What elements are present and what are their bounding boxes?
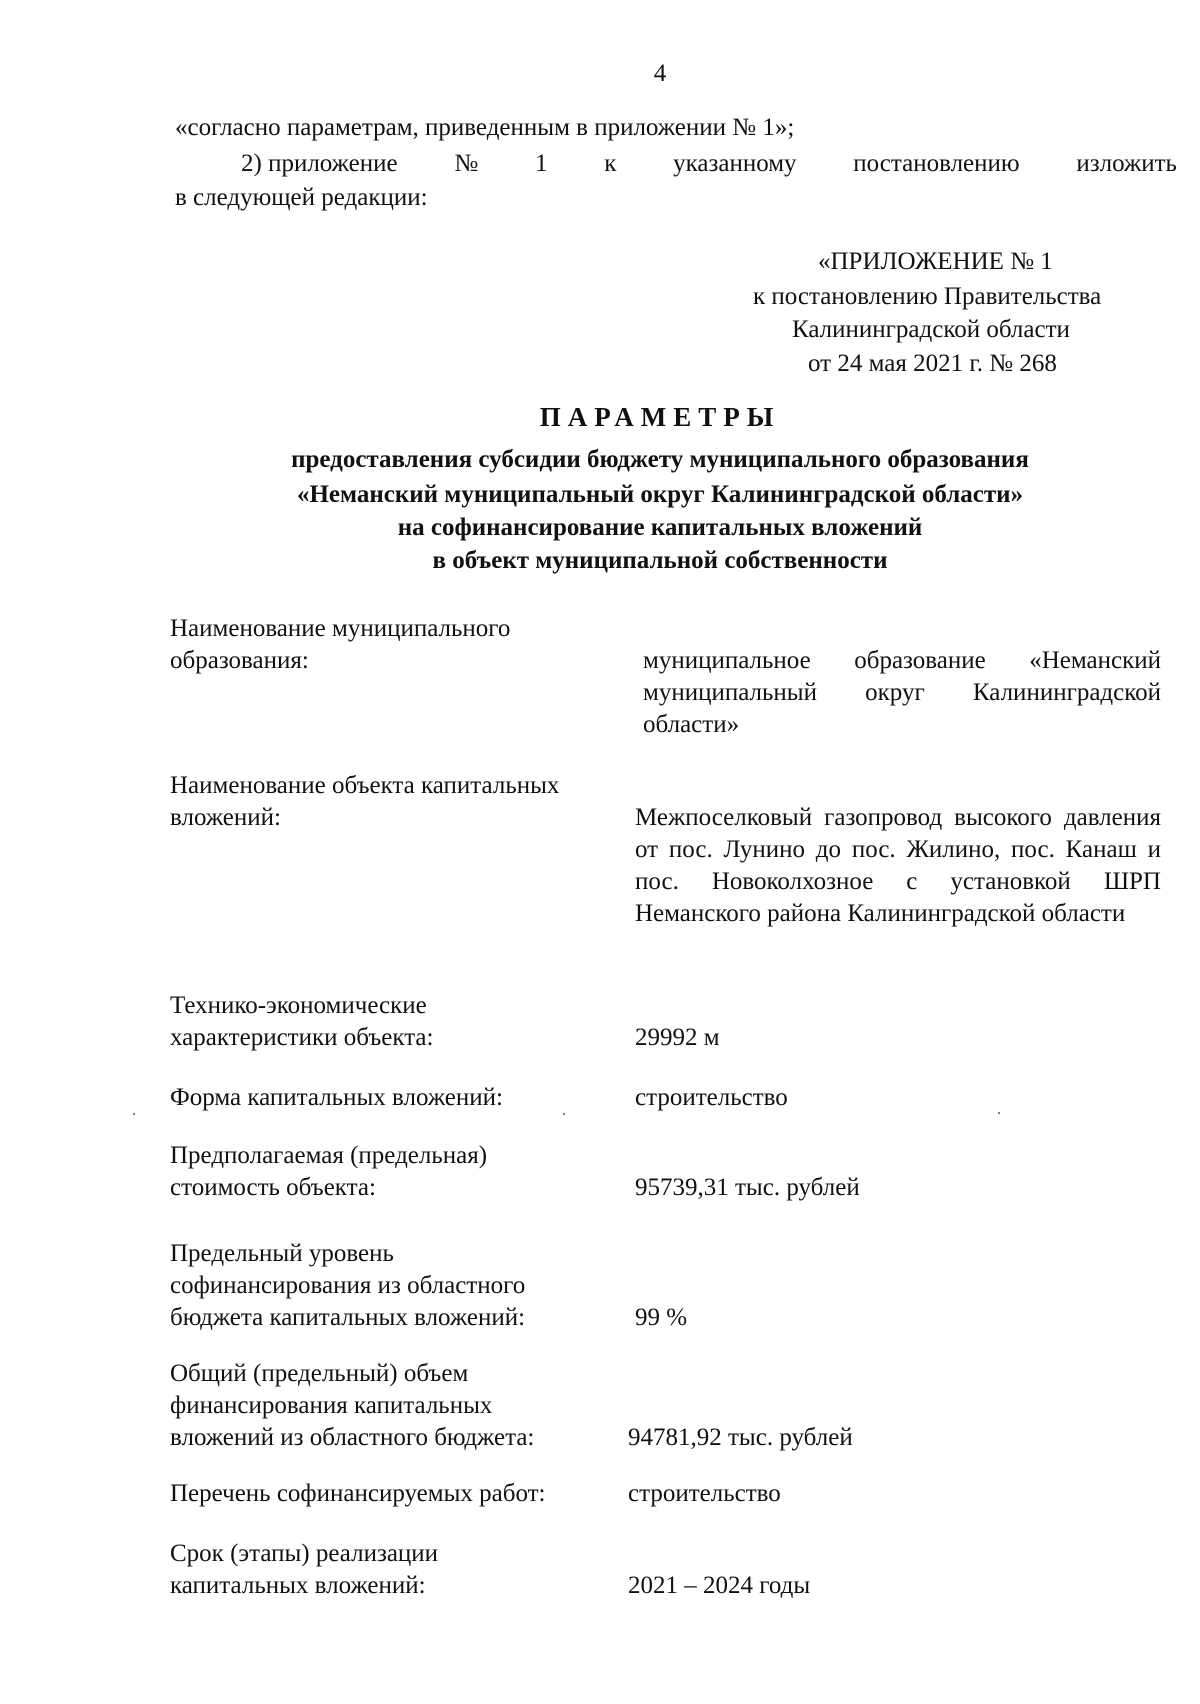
param-label-text: Срок (этапы) реализации капитальных вложений: [170,1540,439,1599]
param-value: строительство [628,1480,781,1507]
param-value: строительство [635,1084,788,1111]
title-subline: «Неманский муниципальный округ Калининградской области» [296,481,1024,508]
param-label-text: Общий (предельный) объем финансирования капитальных вложений из областного бюджета: [170,1360,535,1451]
param-label [170,1082,503,1114]
intro-word: указанному [673,150,797,177]
scan-speck [998,1112,1000,1114]
title-main: ПАРАМЕТРЫ [539,402,781,432]
param-label [170,1478,546,1510]
intro-word: к [604,150,617,177]
param-label-text: Предельный уровень софинансирования из областного бюджета капитальных вложений: [170,1240,526,1331]
param-value: Межпоселковый газопровод высокого давления от пос. Лунино до пос. Жилино, пос. Канаш и пос. Новоколхозное с установкой ШРП Неманского района Калининградской области [635,804,1161,927]
param-label [170,1140,487,1204]
param-label-text: Предполагаемая (предельная) стоимость объекта: [170,1142,488,1201]
param-label [170,990,433,1054]
appendix-line: к постановлению Правительства [753,283,1102,310]
param-value: муниципальное образование «Неманский муниципальный округ Калининградской области» [643,647,1161,738]
param-label-text: Наименование муниципального образования: [170,615,511,674]
intro-word: 1 [534,150,548,177]
appendix-title: «ПРИЛОЖЕНИЕ № 1 [818,248,1053,275]
param-label [170,770,559,834]
appendix-date: от 24 мая 2021 г. № 268 [808,350,1057,377]
param-label-text: Перечень софинансируемых работ: [170,1480,546,1507]
param-label-text: Технико-экономические характеристики объекта: [170,992,434,1051]
param-label [170,1538,438,1602]
title-subline: в объект муниципальной собственности [432,547,888,574]
param-label [170,613,510,677]
intro-line-1: «согласно параметрам, приведенным в приложении № 1»; [175,114,795,141]
page-number: 4 [653,60,667,87]
intro-word: изложить [1076,150,1177,177]
intro-word: постановлению [853,150,1020,177]
param-label [170,1238,525,1334]
param-label [170,1358,534,1454]
intro-line-2 [175,150,1177,178]
param-label-text: Наименование объекта капитальных вложений: [170,772,560,831]
appendix-line: Калининградской области [792,316,1070,343]
param-value: 2021 – 2024 годы [628,1572,811,1599]
param-value: 29992 м [635,1024,720,1051]
title-subline: на софинансирование капитальных вложений [397,514,923,541]
scan-speck [133,1113,135,1115]
intro-word: 2) приложение [241,150,398,177]
param-value: 95739,31 тыс. рублей [635,1174,860,1201]
intro-line-3: в следующей редакции: [175,184,428,211]
title-subline: предоставления субсидии бюджету муниципального образования [291,446,1029,473]
scan-speck [563,1113,565,1115]
intro-word: № [454,150,479,177]
param-value: 94781,92 тыс. рублей [628,1424,853,1451]
param-label-text: Форма капитальных вложений: [170,1084,503,1111]
param-value: 99 % [635,1304,688,1331]
